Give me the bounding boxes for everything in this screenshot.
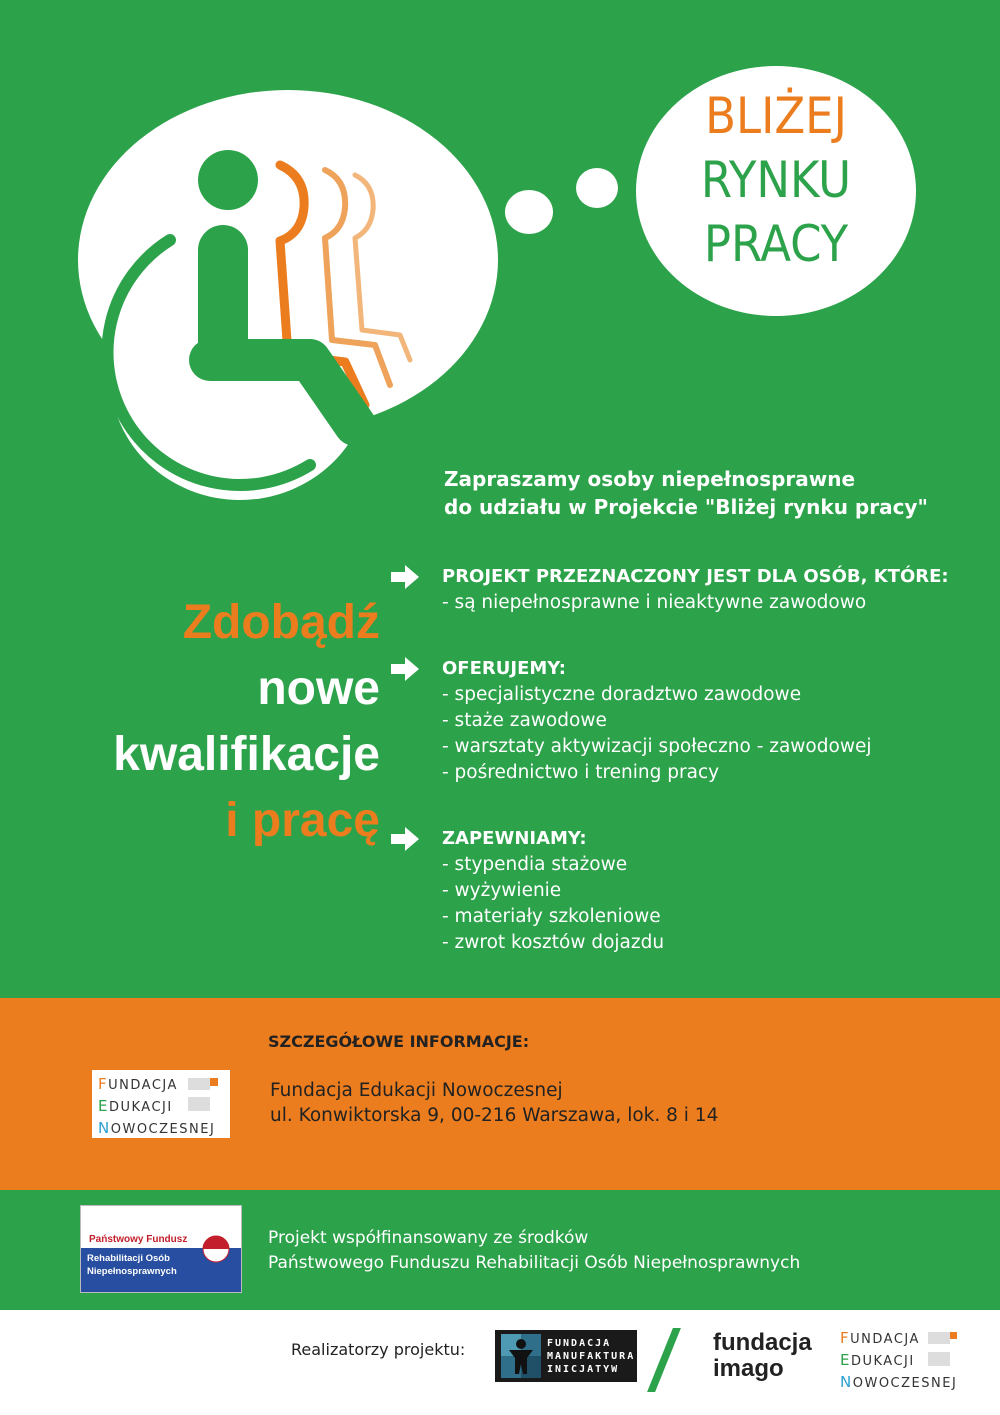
- info-address: [270, 1078, 718, 1128]
- section-provide: [442, 826, 664, 956]
- fen-logo-footer: FUNDACJA EDUKACJI NOWOCZESNEJ: [838, 1328, 964, 1388]
- slogan-line-4: i pracę: [225, 794, 380, 847]
- info-street: ul. Konwiktorska 9, 00-216 Warszawa, lok. 8 i 14: [270, 1105, 719, 1126]
- fmi-logo: FUNDACJA MANUFAKTURA INICJATYW: [495, 1330, 637, 1382]
- arrow-right-icon: [390, 656, 420, 682]
- thought-dot: [505, 190, 553, 234]
- arrow-right-icon: [390, 564, 420, 590]
- list-item: - wyżywienie: [442, 880, 562, 901]
- fen-logo: FUNDACJA EDUKACJI NOWOCZESNEJ: [92, 1070, 230, 1138]
- realizers-label: Realizatorzy projektu:: [291, 1340, 466, 1359]
- wheelchair-icon: [100, 130, 440, 500]
- cofinancing-note: [268, 1226, 800, 1276]
- section-offer: [442, 656, 871, 786]
- invitation-line-1: Zapraszamy osoby niepełnosprawne: [444, 467, 856, 491]
- slogan-line-2: nowe: [257, 662, 380, 715]
- imago-logo: fundacja imago: [713, 1329, 812, 1382]
- section-heading: OFERUJEMY:: [442, 658, 566, 679]
- slogan: [30, 590, 380, 854]
- info-heading: SZCZEGÓŁOWE INFORMACJE:: [268, 1032, 530, 1051]
- project-logo-title: [636, 84, 916, 276]
- slogan-line-1: Zdobądź: [182, 596, 380, 649]
- invitation-text: [444, 465, 984, 521]
- list-item: - stypendia stażowe: [442, 854, 628, 875]
- list-item: - staże zawodowe: [442, 710, 607, 731]
- section-heading: ZAPEWNIAMY:: [442, 828, 587, 849]
- thought-dot-small: [576, 168, 618, 208]
- cofinancing-line-2: Państwowego Funduszu Rehabilitacji Osób Niepełnosprawnych: [268, 1253, 801, 1273]
- info-org: Fundacja Edukacji Nowoczesnej: [270, 1080, 563, 1101]
- invitation-line-2: do udziału w Projekcie "Bliżej rynku pracy": [444, 495, 928, 519]
- logo-line-3: PRACY: [703, 215, 849, 273]
- list-item: - zwrot kosztów dojazdu: [442, 932, 665, 953]
- list-item: - pośrednictwo i trening pracy: [442, 762, 720, 783]
- section-heading: PROJEKT PRZEZNACZONY JEST DLA OSÓB, KTÓRE:: [442, 566, 949, 587]
- logo-line-2: RYNKU: [700, 151, 852, 209]
- list-item: - warsztaty aktywizacji społeczno - zawodowej: [442, 736, 872, 757]
- arrow-right-icon: [390, 826, 420, 852]
- list-item: - materiały szkoleniowe: [442, 906, 661, 927]
- cofinancing-line-1: Projekt współfinansowany ze środków: [268, 1228, 589, 1248]
- logo-line-1: BLIŻEJ: [705, 87, 847, 145]
- slogan-line-3: kwalifikacje: [113, 728, 380, 781]
- pfron-logo: Państwowy Fundusz Rehabilitacji Osób Niepełnosprawnych: [80, 1205, 242, 1293]
- list-item: - specjalistyczne doradztwo zawodowe: [442, 684, 802, 705]
- list-item: - są niepełnosprawne i nieaktywne zawodowo: [442, 592, 867, 613]
- section-target-group: [442, 564, 949, 616]
